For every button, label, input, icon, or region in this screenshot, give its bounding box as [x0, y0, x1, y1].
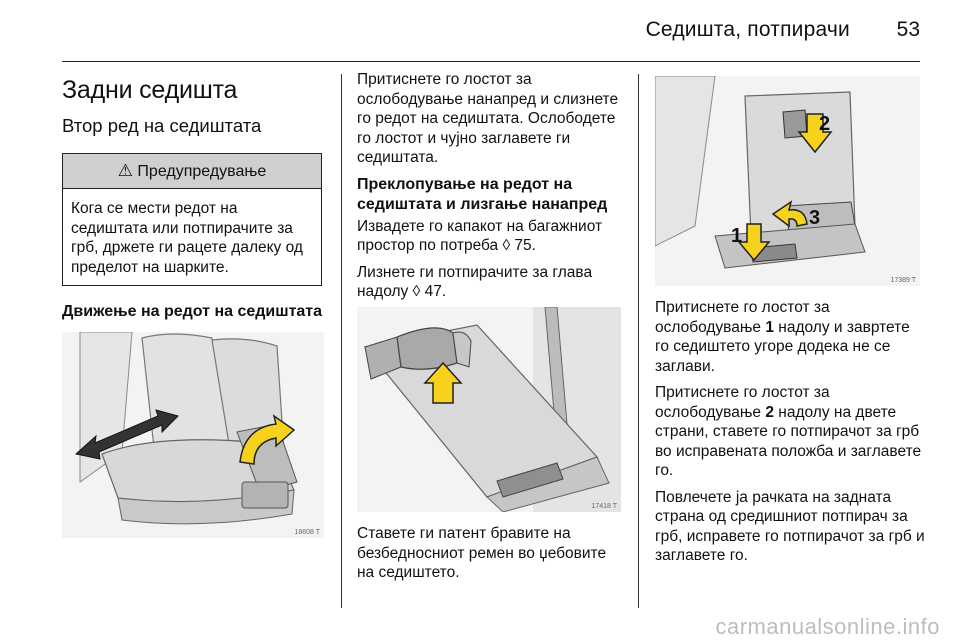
page-number: 53 — [896, 18, 920, 41]
column-1 — [62, 70, 324, 322]
seat-slide-illustration — [62, 332, 324, 538]
paragraph: Повлечете ја рачката на задната страна од средишниот потпирач за грб, исправете го потпирачот за грб и заглавете го. — [655, 488, 925, 564]
column-3-text — [655, 298, 925, 573]
watermark: carmanualsonline.info — [715, 614, 940, 639]
figure-headrest — [357, 307, 621, 512]
marker-2: 2 — [819, 113, 831, 135]
figure-code: 17418 T — [591, 503, 617, 510]
lever-ref: 2 — [765, 403, 774, 421]
topic-heading: Преклопување на редот на седиштата и лизгање нанапред — [357, 175, 608, 213]
warning-triangle-icon: ⚠ — [117, 161, 133, 180]
lever-ref: 1 — [765, 318, 774, 336]
seat-fold-illustration — [655, 76, 920, 286]
paragraph: Притиснете го лостот за ослободување нанапред и слизнете го редот на седиштата. Ослободете го лостот и чујно заглавете ги седиштата. — [357, 71, 619, 166]
column-2-bottom — [357, 524, 627, 590]
paragraph: Ставете ги патент бравите на безбедносниот ремен во џебовите на седиштето. — [357, 525, 607, 581]
headrest-illustration — [357, 307, 621, 512]
page-header — [40, 18, 920, 58]
warning-header — [63, 154, 321, 189]
marker-1: 1 — [731, 225, 743, 247]
column-divider-2 — [638, 74, 639, 608]
header-rule — [62, 61, 920, 62]
column-divider-1 — [341, 74, 342, 608]
topic-heading: Движење на редот на седиштата — [62, 303, 323, 320]
column-2 — [357, 70, 627, 309]
text-run: Притиснете го лостот за ослободување — [655, 299, 830, 336]
warning-box — [62, 153, 322, 286]
paragraph — [655, 298, 925, 376]
warning-title: Предупредување — [137, 163, 267, 180]
section-heading: Задни седишта — [62, 76, 238, 104]
figure-seat-fold — [655, 76, 920, 286]
text-run: надолу и завртете го седиштето угоре додека не се заглави. — [655, 318, 910, 375]
text-run: надолу на двете страни, ставете го потпирачот за грб во исправената положба и заглавете го. — [655, 403, 922, 479]
figure-seat-slide — [62, 332, 324, 538]
figure-code: 18608 T — [294, 529, 320, 536]
paragraph: Лизнете ги потпирачите за глава надолу ◊ 47. — [357, 263, 593, 300]
paragraph — [655, 383, 925, 481]
figure-code: 17389 T — [890, 277, 916, 284]
text-run: Притиснете го лостот за ослободување — [655, 384, 830, 421]
warning-text: Кога се мести редот на седиштата или потпирачите за грб, држете ги рацете далеку од пределот на шарките. — [71, 200, 303, 276]
running-title: Седишта, потпирачи — [645, 18, 850, 41]
subsection-heading: Втор ред на седиштата — [62, 115, 262, 136]
marker-3: 3 — [809, 207, 821, 229]
paragraph: Извадете го капакот на багажниот простор по потреба ◊ 75. — [357, 217, 603, 254]
